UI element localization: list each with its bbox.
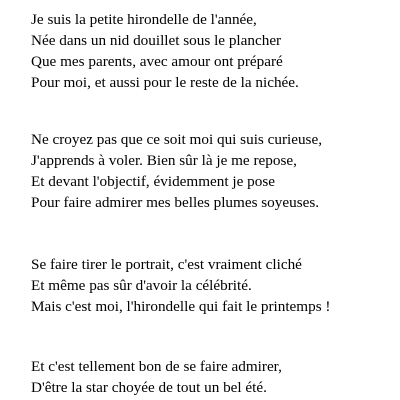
poem-line: Pour moi, et aussi pour le reste de la nichée. (31, 74, 299, 91)
poem-line: D'être la star choyée de tout un bel été. (31, 379, 267, 396)
poem-line: Que mes parents, avec amour ont préparé (31, 53, 283, 70)
poem-line: Mais c'est moi, l'hirondelle qui fait le printemps ! (31, 298, 331, 315)
stanza-4 (31, 356, 282, 398)
poem-line: Se faire tirer le portrait, c'est vraiment cliché (31, 256, 302, 273)
poem-line: Ne croyez pas que ce soit moi qui suis curieuse, (31, 131, 323, 148)
poem-line: Et c'est tellement bon de se faire admirer, (31, 358, 282, 375)
stanza-2 (31, 129, 322, 213)
poem-line: J'apprends à voler. Bien sûr là je me repose, (31, 152, 297, 169)
poem-line: Née dans un nid douillet sous le plancher (31, 32, 282, 49)
stanza-1 (31, 9, 299, 93)
poem-line: Et devant l'objectif, évidemment je pose (31, 173, 275, 190)
stanza-3 (31, 254, 330, 317)
poem-line: Et même pas sûr d'avoir la célébrité. (31, 277, 252, 294)
poem-line: Je suis la petite hirondelle de l'année, (31, 11, 257, 28)
poem-line: Pour faire admirer mes belles plumes soyeuses. (31, 194, 320, 211)
